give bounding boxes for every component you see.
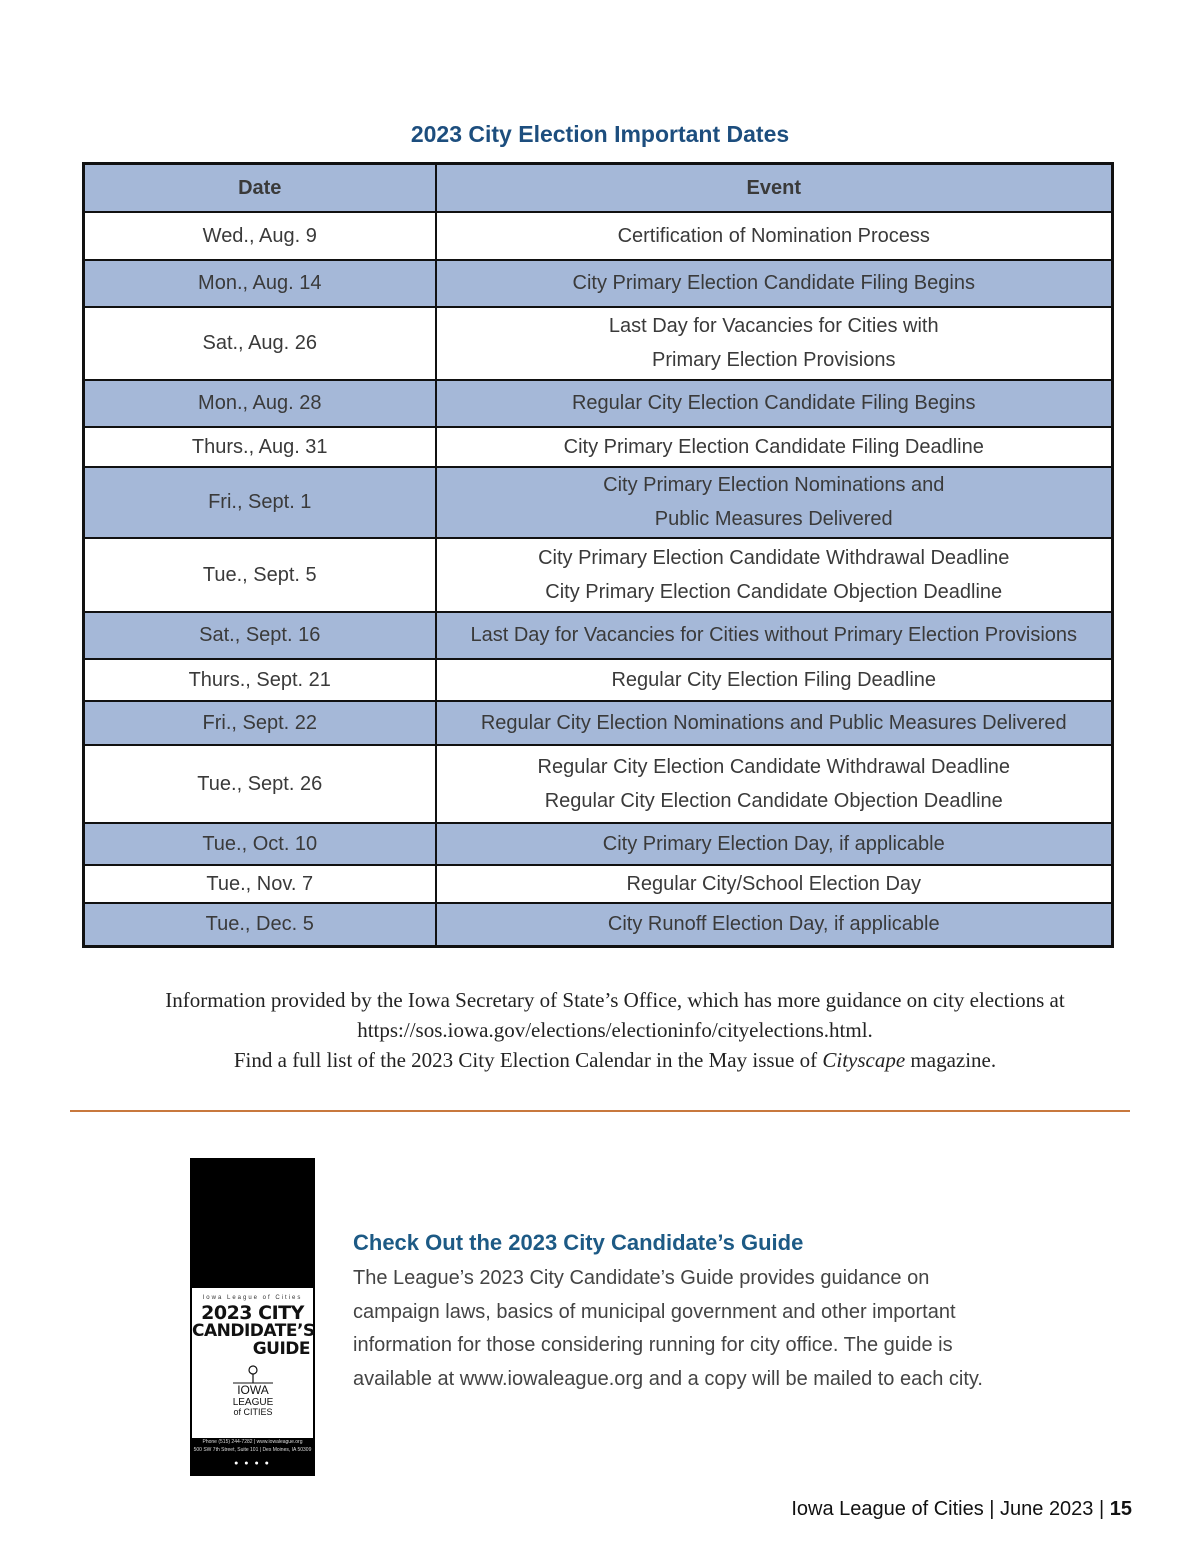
info-line-3: Find a full list of the 2023 City Election Calendar in the May issue of Cityscape magazine. [233,1048,997,1072]
table-row [84,260,1113,307]
table-row [84,865,1113,903]
event-cell [436,467,1113,538]
event-cell [436,865,1113,903]
event-cell [436,538,1113,612]
logo-word-3: of CITIES [233,1407,273,1417]
cover-footer-2: 500 SW 7th Street, Suite 101 | Des Moines, IA 50309 [193,1447,312,1453]
event-cell [436,212,1113,260]
table-row [84,212,1113,260]
cover-title-2: CANDIDATE’S [192,1321,315,1341]
event-cell [436,745,1113,823]
date-cell: Fri., Sept. 1 [84,467,436,538]
page-footer [791,1498,1132,1521]
social-icons: ● ● ● ● [234,1460,271,1467]
table-header-row [84,164,1113,212]
event-line: City Primary Election Candidate Withdrawal Deadline [538,546,1010,569]
cover-org: Iowa League of Cities [202,1295,303,1301]
date-cell: Wed., Aug. 9 [84,212,436,260]
table-row [84,307,1113,380]
event-line: Regular City Election Nominations and Public Measures Delivered [480,711,1067,734]
cover-title-1: 2023 CITY [201,1302,304,1324]
guide-line: available at www.iowaleague.org and a copy will be mailed to each city. [353,1367,983,1390]
event-line: Last Day for Vacancies for Cities with [608,315,939,337]
table-row [84,823,1113,865]
event-line: Last Day for Vacancies for Cities without Primary Election Provisions [470,624,1078,646]
date-cell: Sat., Aug. 26 [84,307,436,380]
table-row [84,380,1113,427]
guide-heading: Check Out the 2023 City Candidate’s Guide [353,1230,804,1255]
event-cell [436,659,1113,701]
guide-line: campaign laws, basics of municipal government and other important [353,1300,956,1323]
event-line: Regular City Election Filing Deadline [611,668,937,691]
guide-description [353,1262,1073,1396]
footer-text: Iowa League of Cities | June 2023 | [791,1498,1110,1520]
event-cell [436,903,1113,947]
event-line: City Runoff Election Day, if applicable [607,913,940,936]
date-cell: Tue., Sept. 5 [84,538,436,612]
event-line: Regular City Election Candidate Filing Begins [571,392,976,414]
event-cell [436,823,1113,865]
logo-word-1: IOWA [237,1383,269,1397]
section-divider [70,1110,1130,1112]
page-title: 2023 City Election Important Dates [410,121,790,147]
date-cell: Tue., Oct. 10 [84,823,436,865]
event-line: City Primary Election Candidate Filing Deadline [563,435,984,458]
info-note [100,985,1130,1075]
event-line: Primary Election Provisions [652,349,896,371]
info-line-1: Information provided by the Iowa Secretary of State’s Office, which has more guidance on city elections at [165,988,1065,1012]
event-cell [436,612,1113,659]
table-row [84,745,1113,823]
event-line: City Primary Election Nominations and [603,474,945,496]
date-cell: Thurs., Sept. 21 [84,659,436,701]
magazine-name: Cityscape [822,1048,906,1072]
event-line: City Primary Election Candidate Filing Begins [572,272,975,294]
info-line-2: https://sos.iowa.gov/elections/electioninfo/cityelections.html. [357,1018,873,1042]
table-row [84,701,1113,745]
cover-title-3: GUIDE [252,1339,310,1359]
header-event: Event [436,164,1113,212]
event-cell [436,701,1113,745]
table-row [84,612,1113,659]
date-cell: Thurs., Aug. 31 [84,427,436,467]
logo-word-2: LEAGUE [232,1397,274,1408]
table-row [84,427,1113,467]
cover-footer-1: Phone (515) 244-7282 | www.iowaleague.org [202,1439,303,1445]
event-cell [436,427,1113,467]
date-cell: Mon., Aug. 14 [84,260,436,307]
date-cell: Sat., Sept. 16 [84,612,436,659]
date-cell: Mon., Aug. 28 [84,380,436,427]
date-cell: Tue., Sept. 26 [84,745,436,823]
event-cell [436,260,1113,307]
page-number: 15 [1109,1498,1132,1520]
table-row [84,659,1113,701]
table-row [84,903,1113,947]
date-cell: Tue., Nov. 7 [84,865,436,903]
event-line: City Primary Election Day, if applicable [602,832,945,855]
table-row [84,538,1113,612]
date-cell: Fri., Sept. 22 [84,701,436,745]
guide-cover-image [190,1158,315,1476]
event-cell [436,380,1113,427]
iowa-league-logo [228,1363,278,1418]
event-line: Regular City Election Candidate Withdrawal Deadline [537,755,1010,778]
guide-line: information for those considering running for city office. The guide is [353,1334,953,1356]
event-line: Regular City Election Candidate Objection Deadline [544,789,1003,812]
event-line: Public Measures Delivered [654,508,893,530]
event-line: City Primary Election Candidate Objection Deadline [545,580,1003,603]
event-cell [436,307,1113,380]
guide-line: The League’s 2023 City Candidate’s Guide provides guidance on [353,1267,930,1289]
event-line: Certification of Nomination Process [617,224,930,247]
table-row [84,467,1113,538]
event-line: Regular City/School Election Day [626,872,922,895]
election-dates-table [82,162,1114,948]
header-date: Date [84,164,436,212]
date-cell: Tue., Dec. 5 [84,903,436,947]
